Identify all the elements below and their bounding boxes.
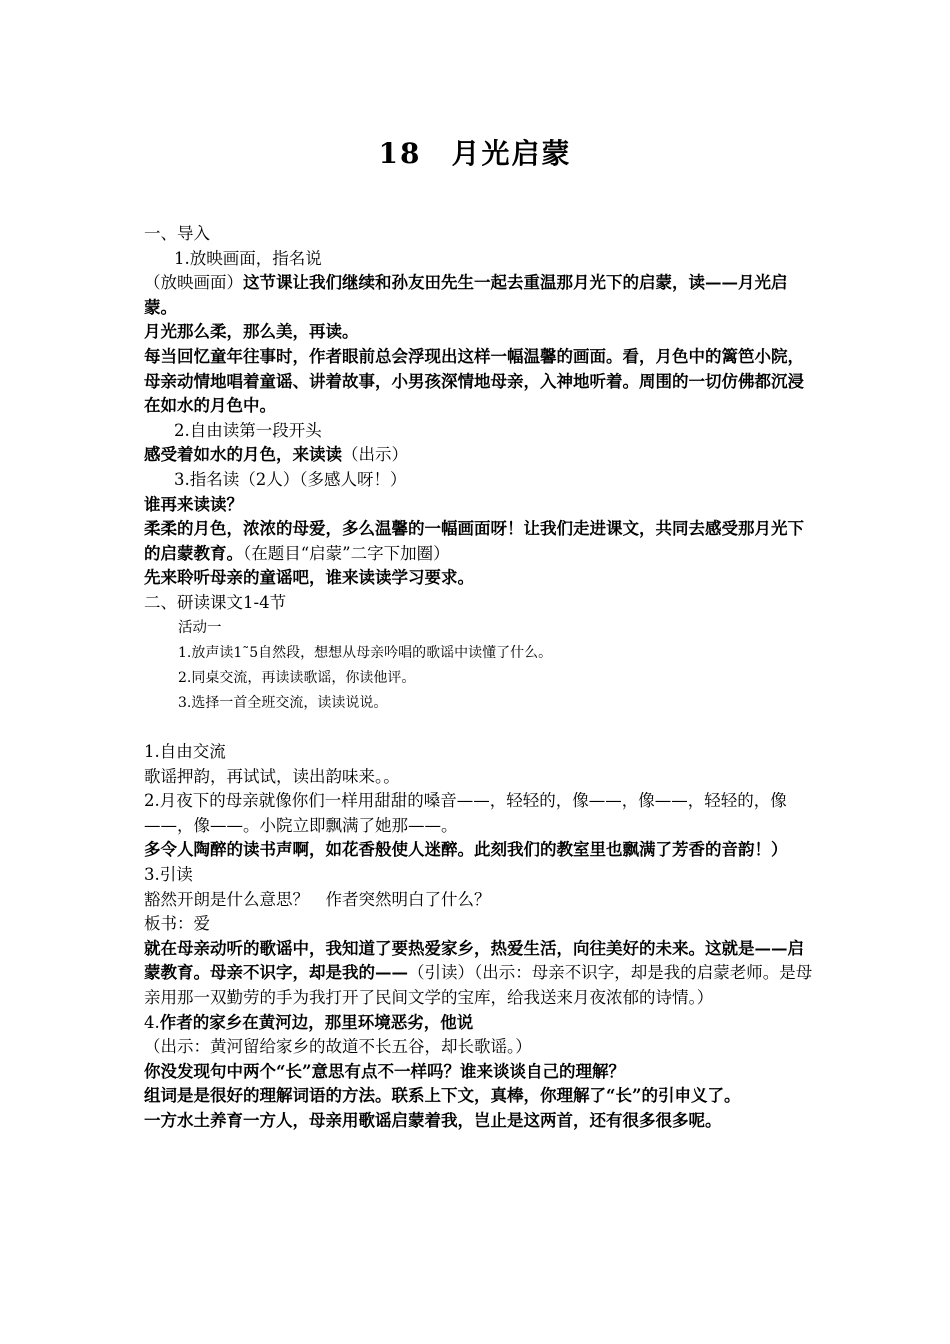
stage-direction: （出示）: [342, 445, 408, 465]
bold-text: 这节课让我们继续和孙友田先生一起去重温那月光下的启蒙，读——月光启蒙。: [144, 273, 788, 317]
paragraph: 2.月夜下的母亲就像你们一样用甜甜的嗓音——，轻轻的，像——，像——，轻轻的，像——，像——。小院立即飘满了她那——。: [144, 791, 787, 835]
paragraph: （出示：黄河留给家乡的故道不长五谷，却长歌谣。）: [144, 1037, 532, 1057]
bold-text: 感受着如水的月色，来读读: [144, 445, 342, 465]
paragraph: [144, 937, 814, 1011]
section-heading: 一、导入: [144, 224, 210, 243]
stage-direction: （引读）（出示：母亲不识字，却是我的启蒙老师。是母亲用那一双勤劳的手为我打开了民间文学的宝库，给我送来月夜浓郁的诗情。）: [144, 963, 813, 1008]
paragraph: 歌谣押韵，再试试，读出韵味来。。: [144, 766, 400, 786]
stage-direction: （放映画面）: [144, 273, 243, 293]
paragraph: [144, 517, 814, 566]
paragraph: [144, 271, 814, 320]
spacer: [144, 716, 814, 741]
step-item: 3.指名读（2人）（多感人呀！）: [174, 469, 407, 489]
paragraph: 先来聆听母亲的童谣吧，谁来读读学习要求。: [144, 568, 474, 588]
paragraph: 豁然开朗是什么意思？ 作者突然明白了什么？: [144, 889, 491, 909]
activity-title: 活动一: [178, 619, 222, 636]
activity-item: 3.选择一首全班交流，读读说说。: [178, 694, 388, 711]
lesson-content: [144, 222, 814, 1134]
activity-item: 1.放声读1˜5自然段，想想从母亲吟唱的歌谣中读懂了什么。: [178, 644, 553, 661]
paragraph: [144, 1011, 814, 1036]
step-number: 4.: [144, 1012, 160, 1032]
paragraph: 一方水土养育一方人，母亲用歌谣启蒙着我，岂止是这两首，还有很多很多呢。: [144, 1111, 722, 1130]
step-item: 2.自由读第一段开头: [174, 420, 322, 440]
paragraph: 月光那么柔，那么美，再读。: [144, 322, 359, 342]
paragraph: 多令人陶醉的读书声啊，如花香般使人迷醉。此刻我们的教室里也飘满了芳香的音韵！）: [144, 840, 788, 860]
page-title: 18 月光启蒙: [378, 137, 572, 170]
paragraph: 组词是是很好的理解词语的方法。联系上下文，真棒，你理解了“长”的引申义了。: [144, 1086, 741, 1106]
step-item: 3.引读: [144, 865, 193, 885]
step-item: 1.自由交流: [144, 742, 226, 762]
section-heading: 二、研读课文1-4节: [144, 592, 287, 612]
step-item: 1.放映画面，指名说: [174, 248, 322, 268]
bold-text: 柔柔的月色，浓浓的母爱，多么温馨的一幅画面呀！让我们走进课文，共同去感受那月光下的启蒙教育。: [144, 519, 804, 563]
paragraph: 谁再来读读？: [144, 494, 243, 514]
stage-direction: （在题目“启蒙”二字下加圈）: [243, 543, 450, 563]
paragraph: 你没发现句中两个“长”意思有点不一样吗？谁来谈谈自己的理解？: [144, 1061, 625, 1081]
paragraph: [144, 443, 814, 468]
activity-item: 2.同桌交流，再读读歌谣，你读他评。: [178, 669, 416, 686]
paragraph: 每当回忆童年往事时，作者眼前总会浮现出这样一幅温馨的画面。看，月色中的篱笆小院，母亲动情地唱着童谣、讲着故事，小男孩深情地母亲，入神地听着。周围的一切仿佛都沉浸在如水的月色中。: [144, 346, 804, 416]
paragraph: 板书：爱: [144, 914, 210, 934]
bold-text: 就在母亲动听的歌谣中，我知道了要热爱家乡，热爱生活，向往美好的未来。这就是——启蒙教育。母亲不识字，却是我的——: [144, 938, 804, 983]
bold-text: 作者的家乡在黄河边，那里环境恶劣，他说: [159, 1012, 474, 1032]
